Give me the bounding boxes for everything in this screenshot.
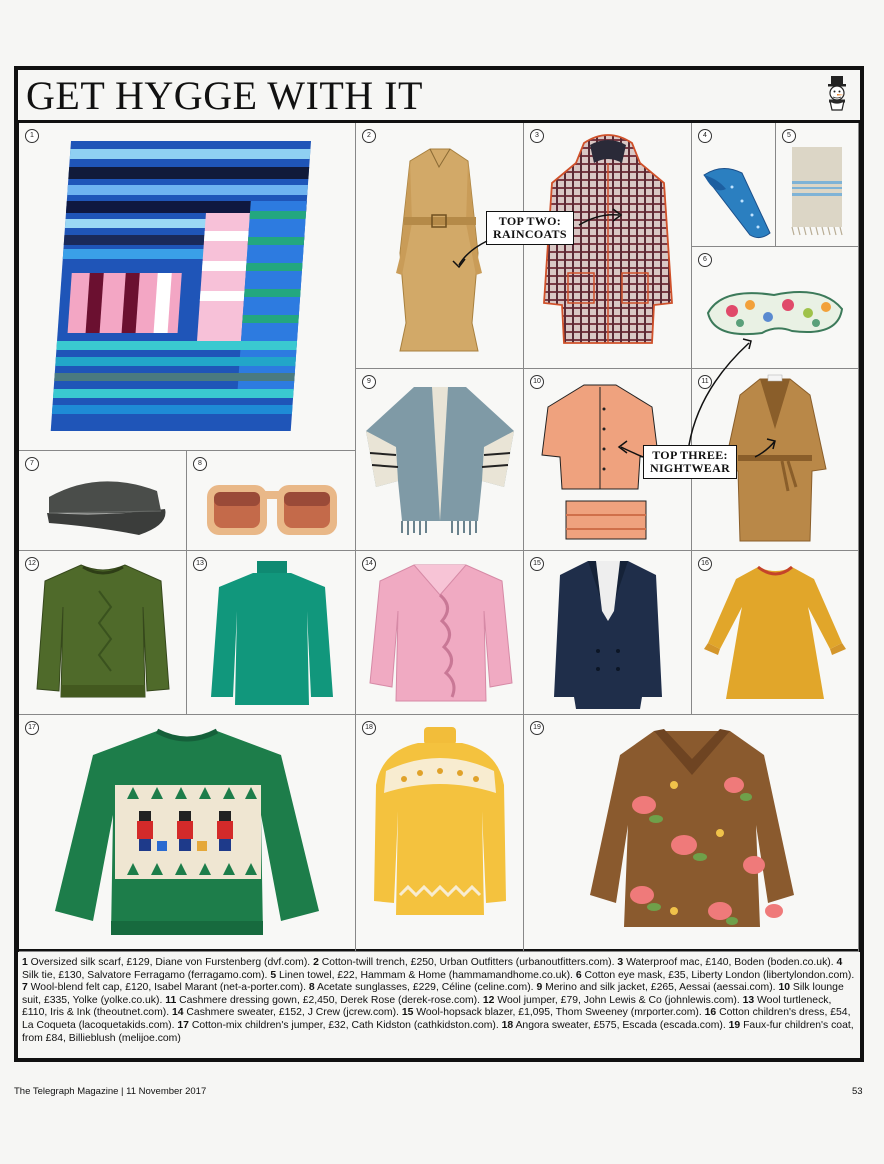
- caption-text: Wool turtleneck, £110, Iris & Ink (theoutnet.com).: [22, 994, 832, 1019]
- callout-line: RAINCOATS: [493, 227, 567, 241]
- caption-number: 17: [177, 1019, 189, 1031]
- caption-number: 14: [171, 1007, 184, 1019]
- caption-text: Cashmere sweater, £152, J Crew (jcrew.com).: [183, 1007, 402, 1019]
- cell-5[interactable]: [776, 123, 859, 247]
- item-number: 10: [530, 375, 544, 389]
- caption-number: 6: [575, 969, 582, 981]
- caption-text: Cotton eye mask, £35, Liberty London (libertylondon.com).: [581, 969, 855, 981]
- cell-4[interactable]: [692, 123, 776, 247]
- caption-number: 18: [501, 1019, 514, 1031]
- caption-number: 7: [22, 982, 28, 994]
- caption-number: 9: [536, 982, 543, 994]
- faux-fur-coat-image: [524, 715, 859, 952]
- angora-sweater-image: [356, 715, 524, 952]
- childrens-dress-image: [692, 551, 859, 715]
- product-grid: [16, 120, 862, 952]
- caption-text: Cotton-twill trench, £250, Urban Outfitters (urbanoutfitters.com).: [318, 957, 618, 968]
- caption-number: 10: [778, 982, 790, 994]
- item-number: 8: [193, 457, 207, 471]
- caption-text: Oversized silk scarf, £129, Diane von Furstenberg (dvf.com).: [27, 957, 314, 968]
- nightwear-arrows: [599, 329, 779, 479]
- caption-number: 4: [836, 957, 843, 968]
- cell-8[interactable]: [187, 451, 356, 551]
- item-number: 14: [362, 557, 376, 571]
- item-number: 9: [362, 375, 376, 389]
- item-number: 1: [25, 129, 39, 143]
- item-number: 12: [25, 557, 39, 571]
- caption-number: 16: [704, 1007, 717, 1019]
- merino-jacket-image: [356, 369, 524, 551]
- caption-text: Cotton-mix children's jumper, £32, Cath Kidston (cathkidston.com).: [188, 1019, 502, 1031]
- caption-text: Faux-fur children's coat, from £84, Billieblush (melijoe.com): [22, 1019, 854, 1044]
- cell-12[interactable]: [19, 551, 187, 715]
- blazer-image: [524, 551, 692, 715]
- turtleneck-image: [187, 551, 356, 715]
- caption-text: Angora sweater, £575, Escada (escada.com).: [513, 1019, 729, 1031]
- caption-number: 2: [313, 957, 319, 968]
- caption-number: 3: [617, 957, 624, 968]
- cell-18[interactable]: [356, 715, 524, 952]
- item-number: 2: [362, 129, 376, 143]
- caption-number: 13: [742, 994, 755, 1006]
- callout-line: NIGHTWEAR: [650, 461, 731, 475]
- top-rule: [14, 66, 864, 70]
- cell-9[interactable]: [356, 369, 524, 551]
- caption-text: Cotton children's dress, £54, La Coqueta (lacoquetakids.com).: [22, 1007, 851, 1031]
- callout-line: TOP TWO:: [498, 214, 562, 228]
- item-number: 16: [698, 557, 712, 571]
- sunglasses-image: [187, 451, 356, 551]
- caption-text: Wool-blend felt cap, £120, Isabel Marant (net-a-porter.com).: [27, 982, 309, 994]
- caption-number: 5: [270, 969, 277, 981]
- raincoats-arrows: [439, 201, 639, 271]
- cell-1[interactable]: [19, 123, 356, 451]
- caption-text: Waterproof mac, £140, Boden (boden.co.uk).: [623, 957, 837, 968]
- childrens-jumper-image: [19, 715, 356, 952]
- cell-7[interactable]: [19, 451, 187, 551]
- caption-text: Acetate sunglasses, £229, Céline (celine.com).: [314, 982, 537, 994]
- cell-16[interactable]: [692, 551, 859, 715]
- item-number: 18: [362, 721, 376, 735]
- wool-jumper-image: [19, 551, 187, 715]
- caption-number: 12: [482, 994, 495, 1006]
- cell-17[interactable]: [19, 715, 356, 952]
- item-number: 4: [698, 129, 712, 143]
- page-number: 53: [852, 1086, 863, 1097]
- item-number: 3: [530, 129, 544, 143]
- cell-13[interactable]: [187, 551, 356, 715]
- item-number: 6: [698, 253, 712, 267]
- caption-text: Cashmere dressing gown, £2,450, Derek Rose (derek-rose.com).: [176, 994, 483, 1006]
- snowman-icon: [822, 74, 852, 112]
- captions: [22, 957, 858, 1045]
- cell-19[interactable]: [524, 715, 859, 952]
- footer-publication: The Telegraph Magazine | 11 November 2017: [14, 1086, 207, 1097]
- caption-number: 1: [22, 957, 28, 968]
- caption-number: 11: [165, 994, 177, 1006]
- felt-cap-image: [19, 451, 187, 551]
- item-number: 15: [530, 557, 544, 571]
- item-number: 7: [25, 457, 39, 471]
- callout-line: TOP THREE:: [652, 448, 728, 462]
- item-number: 11: [698, 375, 712, 389]
- item-number: 19: [530, 721, 544, 735]
- page-title: GET HYGGE WITH IT: [26, 73, 423, 118]
- bottom-rule: [14, 1058, 864, 1062]
- cell-14[interactable]: [356, 551, 524, 715]
- caption-number: 8: [308, 982, 315, 994]
- caption-number: 19: [728, 1019, 741, 1031]
- silk-scarf-image: [19, 123, 356, 451]
- caption-number: 15: [401, 1007, 414, 1019]
- caption-text: Silk tie, £130, Salvatore Ferragamo (ferragamo.com).: [22, 969, 271, 981]
- cell-15[interactable]: [524, 551, 692, 715]
- item-number: 17: [25, 721, 39, 735]
- cashmere-sweater-image: [356, 551, 524, 715]
- caption-text: Wool jumper, £79, John Lewis & Co (johnlewis.com).: [494, 994, 743, 1006]
- caption-text: Linen towel, £22, Hammam & Home (hammamandhome.co.uk).: [276, 969, 576, 981]
- item-number: 5: [782, 129, 796, 143]
- caption-text: Wool-hopsack blazer, £1,095, Thom Sweeney (mrporter.com).: [413, 1007, 705, 1019]
- caption-text: Silk lounge suit, £335, Yolke (yolke.co.uk).: [22, 982, 844, 1006]
- item-number: 13: [193, 557, 207, 571]
- caption-text: Merino and silk jacket, £265, Aessai (aessai.com).: [542, 982, 779, 994]
